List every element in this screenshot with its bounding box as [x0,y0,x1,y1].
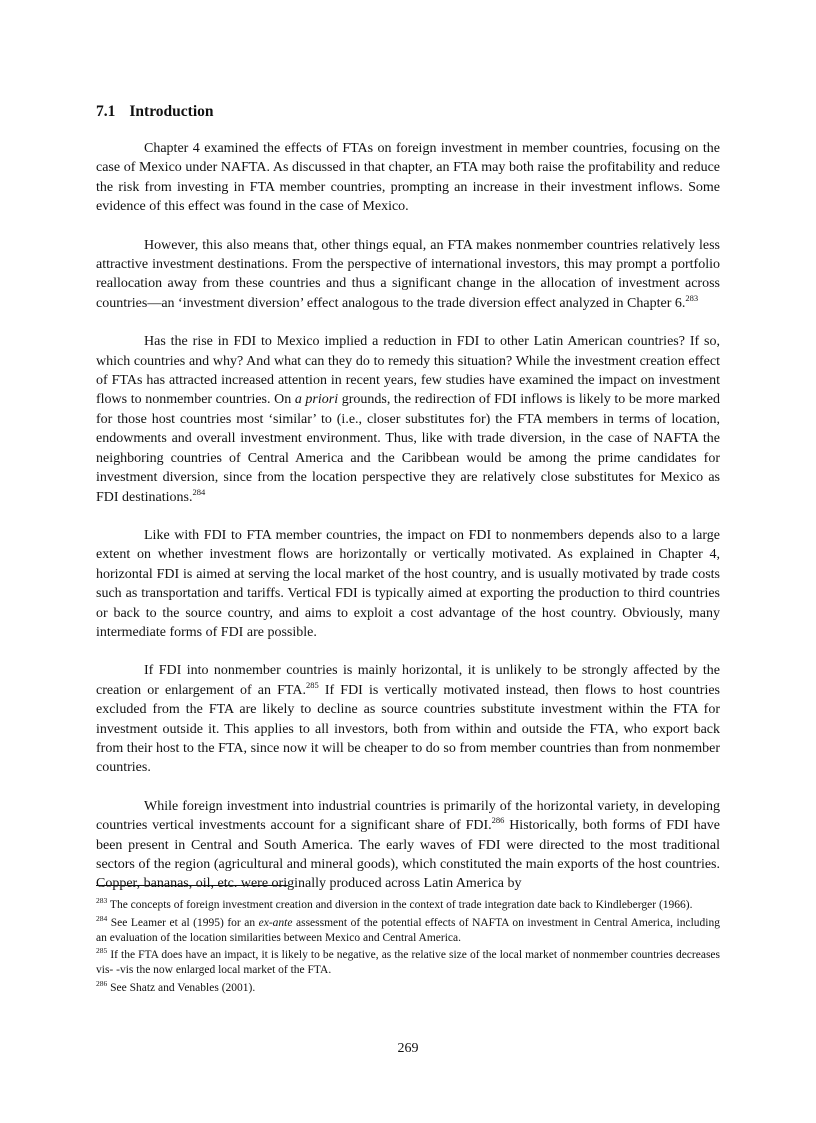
footnote-ref: 283 [685,292,699,303]
footnote-text: See Leamer et al (1995) for an ex-ante assessment of the potential effects of NAFTA on investment in Central America, including an evaluation of the location similarities between Mexico and Central America. [96,916,720,944]
footnote-283 [96,898,720,913]
paragraph: Like with FDI to FTA member countries, the impact on FDI to nonmembers depends also to a large extent on whether investment flows are horizontally or vertically motivated. As explained in Chapter 4, horizontal FDI is aimed at serving the local market of the host country, and is usually motivated by trade costs such as transportation and tariffs. Vertical FDI is typically aimed at exporting the production to third countries or back to the source country, and aims to exploit a cost advantage of the host country. Obviously, many intermediate forms of FDI are possible. [96,527,720,640]
footnote-text: The concepts of foreign investment creation and diversion in the context of trade integration date back to Kindleberger (1966). [107,899,693,911]
footnote-284 [96,913,720,946]
body-text [96,139,720,913]
footnote-ref: 286 [491,815,505,826]
footnote-285 [96,948,720,978]
paragraph: If FDI into nonmember countries is mainly horizontal, it is unlikely to be strongly affected by the creation or enlargement of an FTA.$^{285}$ If FDI is vertically motivated instead, then flows to host countries excluded from the FTA are likely to decline as source countries substitute investment within the FTA for investment outside it. This applies to all investors, both from within and outside the FTA, who export back from their host to the FTA, since now it will be cheaper to do so from member countries than from nonmember countries. [96,663,720,776]
section-heading [96,103,214,121]
paragraph: Has the rise in FDI to Mexico implied a reduction in FDI to other Latin American countries? If so, which countries and why? And what can they do to remedy this situation? While the investment creation effect of FTAs has attracted increased attention in recent years, few studies have examined the impact on investment flows to nonmember countries. On a priori grounds, the redirection of FDI inflows is likely to be more marked for those host countries most ‘similar’ to (i.e., closer substitutes for) the FTA members in terms of location, endowments and overall investment environment. Thus, like with trade diversion, in the case of NAFTA the neighboring countries of Central America and the Caribbean would be among the prime candidates for investment diversion, since from the location perspective they are relatively close substitutes for Mexico as FDI destinations.$^{284}$ [96,334,720,505]
footnote-marker: 283 [96,896,108,905]
page-number: 269 [397,1041,419,1056]
section-number: 7.1 [96,103,116,120]
italic-text: ex-ante [258,916,293,929]
footnote-marker: 284 [96,913,108,923]
footnote-ref: 285 [305,679,319,690]
footnote-286 [96,978,720,996]
paragraph: Chapter 4 examined the effects of FTAs on foreign investment in member countries, focusing on the case of Mexico under NAFTA. As discussed in that chapter, an FTA may both raise the profitability and reduce the risk from investing in FTA member countries, prompting an increase in their investment inflows. Some evidence of this effect was found in the case of Mexico. [96,141,720,215]
footnote-divider [96,885,288,886]
paragraph: While foreign investment into industrial countries is primarily of the horizontal variety, in developing countries vertical investments account for a significant share of FDI.$^{286}$ Historically, both forms of FDI have been present in Central and South America. The early waves of FDI were directed to the most traditional sectors of the region (agricultural and mineral goods), which constituted the main exports of the host countries. Copper, bananas, oil, etc. were originally produced across Latin America by [96,798,720,892]
footnote-ref: 284 [192,486,206,497]
section-title: Introduction [129,103,214,120]
footnote-marker: 286 [96,978,108,988]
paragraph: However, this also means that, other things equal, an FTA makes nonmember countries relatively less attractive investment destinations. From the perspective of international investors, this may prompt a portfolio reallocation away from these countries and thus a significant change in the allocation of investment across countries—an ‘investment diversion’ effect analogous to the trade diversion effect analyzed in Chapter 6.$^{283}$ [96,237,720,311]
footnote-text: See Shatz and Venables (2001). [107,981,256,994]
footnotes [96,898,720,999]
italic-text: a priori [294,392,339,408]
footnote-text: If the FTA does have an impact, it is likely to be negative, as the relative size of the local market of nonmember countries decreases vis- -vis the now enlarged local market of the FTA. [96,949,720,977]
footnote-marker: 285 [96,946,108,956]
